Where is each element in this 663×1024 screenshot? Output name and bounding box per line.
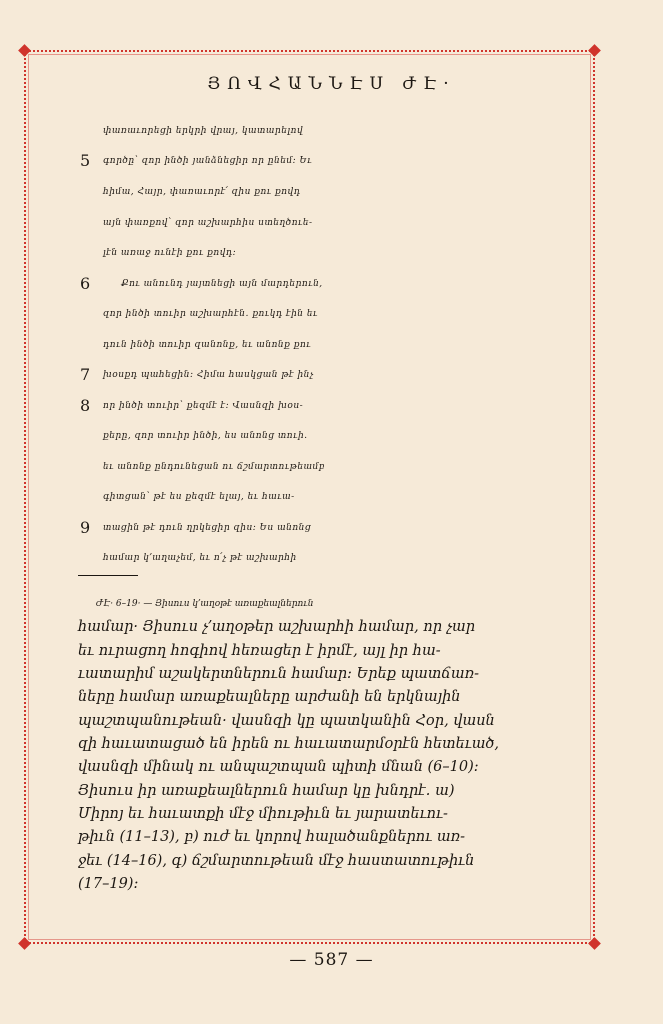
verse-line: տացին թէ դուն ղրկեցիր զիս։ Ես անոնց [103, 523, 312, 533]
verse-line: համար կ՚աղաչեմ, եւ ո՛չ թէ աշխարհի [103, 553, 297, 563]
verse-line: փառաւորեցի երկրի վրայ, կատարելով [103, 126, 304, 136]
footnote-line: թիւն (11–13), բ) ուժ եւ կորով հալածանքներու առ- [78, 829, 466, 845]
verse-line: որ ինծի տուիր՝ քեզմէ է։ Վասնզի խօս- [103, 401, 304, 411]
verse-number: 7 [80, 365, 91, 384]
running-head: ՅՈՎՀԱՆՆԷՍ ԺԷ· [207, 74, 456, 94]
verse-line: զոր ինծի տուիր աշխարհէն․ քուկդ էին եւ [103, 309, 318, 319]
verse-line: գիտցան՝ թէ ես քեզմէ ելայ, եւ հաւա- [103, 492, 295, 502]
footnote-line: զի հաւատացած են իրեն ու հաւատարմօրէն հետեւած, [78, 736, 500, 752]
verse-number: 8 [80, 396, 91, 415]
footnote-line: եւ ուրացող հոգիով հեռացեր է իրմէ, այլ իր հա- [78, 643, 441, 659]
corner-ornament [18, 44, 31, 57]
footnote-line: ւատարիմ աշակերտներուն համար։ Երեք պատճառ- [78, 666, 480, 682]
page-number: — 587 — [289, 950, 374, 970]
footnote-line: Միրոյ եւ հաւատքի մէջ միութիւն եւ յարատեւու- [78, 806, 448, 822]
footnote-line: վասնզի մինակ ու անպաշտպան պիտի մնան (6–10)։ [78, 759, 479, 775]
footnote-line: ջեւ (14–16), գ) ճշմարտութեան մէջ հաստատութիւն [78, 853, 475, 869]
verse-line: այն փառքով՝ զոր աշխարհիս ստեղծուե- [103, 218, 313, 228]
footnote-line: (17–19)։ [78, 876, 139, 892]
verse-line: եւ անոնք ընդունեցան ու ճշմարտութեամբ [103, 462, 325, 472]
verse-line: դուն ինծի տուիր զանոնք, եւ անոնք քու [103, 340, 312, 350]
verse-line: հիմա, Հայր, փառաւորէ՛ զիս քու քովդ [103, 187, 301, 197]
verse-number: 5 [80, 151, 91, 170]
verse-line: գործը՝ զոր ինծի յանձնեցիր որ ընեմ։ Եւ [103, 156, 313, 166]
verse-number: 9 [80, 518, 91, 537]
corner-ornament [588, 937, 601, 950]
verse-line: քերը, զոր տուիր ինծի, ես անոնց տուի․ [103, 431, 308, 441]
verse-line: խօսքդ պահեցին։ Հիմա հասկցան թէ ինչ [103, 370, 314, 380]
footnote-line: համար· Յիսուս չ՚աղօթեր աշխարհի համար, որ չար [78, 619, 476, 635]
footnote-line: պաշտպանութեան· վասնզի կը պատկանին Հօր, վասն [78, 713, 495, 729]
verse-line: Քու անունդ յայտնեցի այն մարդերուն, [121, 279, 323, 289]
verse-number: 6 [80, 274, 91, 293]
footnote-line: ԺԷ· 6–19· — Յիսուս կ՚աղօթէ առաքեալներուն [96, 599, 314, 609]
footnote-rule [78, 575, 138, 576]
footnote-line: Յիսուս իր առաքեալներուն համար կը խնդրէ․ ա) [78, 783, 455, 799]
corner-ornament [18, 937, 31, 950]
footnote-line: ները համար առաքեալները արժանի են երկնային [78, 689, 461, 705]
corner-ornament [588, 44, 601, 57]
verse-line: լէն առաջ ունէի քու քովդ։ [103, 248, 237, 258]
